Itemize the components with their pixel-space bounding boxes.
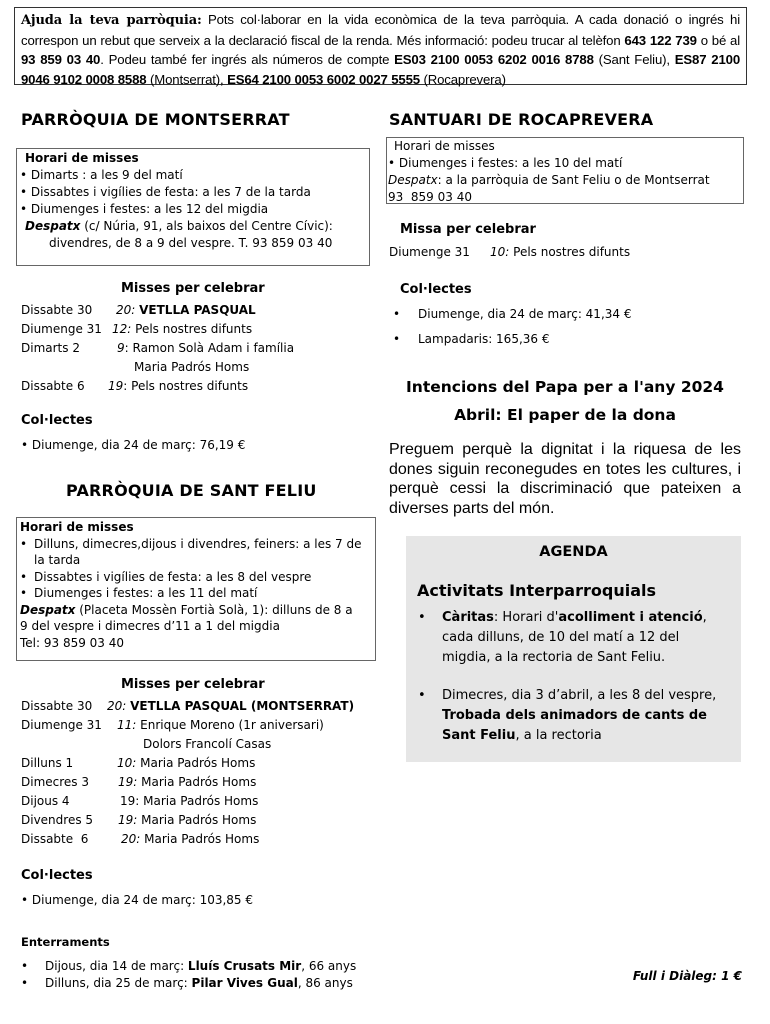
schedule-title: Horari de misses	[20, 520, 134, 534]
burial-item	[21, 975, 356, 992]
bullet-icon: •	[21, 959, 29, 973]
agenda-item-text-part: , a la rectoria	[515, 728, 602, 743]
mass-intention: Maria Padrós Homs	[134, 360, 250, 374]
mass-hour: 12:	[112, 322, 132, 336]
schedule-text: Dilluns, dimecres,dijous i divendres, feiners: a les 7 de	[34, 536, 362, 551]
mass-hour: 10:	[490, 245, 510, 259]
mass-intention: Maria Padrós Homs	[144, 832, 260, 846]
despatx-text: : a la parròquia de Sant Feliu o de Montserrat	[437, 173, 710, 187]
iban-sant-feliu: ES03 2100 0053 6202 0016 8788	[394, 52, 594, 67]
mass-hour: 19:	[118, 775, 138, 789]
burial-item	[21, 958, 356, 975]
mass-day: Dimarts 2	[21, 341, 80, 355]
schedule-item	[20, 585, 375, 602]
collection-item: • Diumenge, dia 24 de març: 103,85 €	[21, 893, 254, 907]
mass-row	[21, 811, 354, 830]
bullet-icon: •	[21, 976, 29, 990]
mass-intention: VETLLA PASQUAL (MONTSERRAT)	[130, 699, 355, 713]
agenda-subtitle: Activitats Interparroquials	[417, 581, 656, 600]
despatx-text: (c/ Núria, 91, als baixos del Centre Cívic):	[80, 219, 333, 233]
banner-text: (Sant Feliu),	[593, 52, 670, 67]
mass-row	[21, 301, 294, 320]
rocaprevera-schedule-box	[386, 137, 744, 204]
schedule-item	[20, 536, 375, 553]
mass-hour: 20:	[107, 699, 127, 713]
banner-text: . Podeu també fer ingrés als números de compte	[100, 52, 395, 67]
mass-row	[389, 243, 630, 262]
schedule-item: • Diumenges i festes: a les 10 del matí	[388, 156, 623, 170]
bullet-icon: •	[20, 569, 28, 584]
bullet-icon: •	[20, 536, 28, 551]
bullet-icon: •	[418, 610, 426, 625]
mass-hour: 20:	[116, 303, 136, 317]
collection-text: Diumenge, dia 24 de març: 41,34 €	[418, 307, 632, 321]
banner-text: (Montserrat),	[146, 71, 228, 87]
mass-row	[21, 339, 294, 358]
banner-text: Pots col·laborar en la vida econòmica de la teva parròquia. A cada donació o ingrés hi correspon un rebut que serveix a la declaració fiscal de la renda. Més informació: podeu trucar al telèfon	[21, 12, 740, 48]
santfeliu-tel: Tel: 93 859 03 40	[20, 635, 125, 650]
mass-day: Dijous 4	[21, 794, 70, 808]
bullet-icon: •	[393, 332, 401, 346]
pope-text: Preguem perquè la dignitat i la riquesa de les dones siguin reconegudes en totes les cultures, i perquè cessi la discriminació que pateixen a diverses parts del món.	[389, 441, 741, 517]
mass-day: Dilluns 1	[21, 756, 74, 770]
despatx-label: Despatx	[20, 602, 76, 617]
mass-intention: Pels nostres difunts	[135, 322, 253, 336]
schedule-title: Horari de misses	[25, 151, 139, 165]
despatx-line	[388, 172, 743, 189]
banner-text: (Rocaprevera)	[419, 71, 506, 87]
burial-date: Dilluns, dia 25 de març:	[45, 976, 192, 990]
banner-phone-1: 643 122 739	[624, 32, 697, 48]
despatx-text: (Placeta Mossèn Fortià Solà, 1): dilluns de 8 a	[75, 602, 353, 617]
santfeliu-title: PARRÒQUIA DE SANT FELIU	[66, 481, 317, 500]
bullet-icon: •	[20, 586, 28, 600]
burial-name: Lluís Crusats Mir	[187, 959, 302, 973]
despatx-line	[20, 218, 369, 235]
montserrat-masses-list	[21, 301, 294, 396]
mass-day: Diumenge 31	[21, 718, 102, 732]
despatx-hours: 9 del vespre i dimecres d’11 a 1 del migdia	[20, 619, 280, 633]
mass-day: Diumenge 31	[389, 245, 470, 259]
mass-day: Dissabte 6	[21, 379, 85, 393]
banner-lead: Ajuda la teva parròquia:	[21, 13, 202, 28]
price-label: Full i Diàleg: 1 €	[632, 969, 742, 983]
santfeliu-schedule-box	[16, 517, 376, 661]
despatx-label: Despatx	[388, 173, 438, 187]
mass-row	[21, 358, 294, 377]
banner-text: o bé al	[696, 32, 741, 48]
mass-intention: Enrique Moreno (1r aniversari)	[140, 718, 324, 732]
burial-age: , 86 anys	[297, 976, 353, 990]
despatx-hours: divendres, de 8 a 9 del vespre. T. 93 859 03 40	[49, 236, 333, 250]
mass-day: Dimecres 3	[21, 775, 89, 789]
mass-row	[21, 773, 354, 792]
montserrat-masses-title: Misses per celebrar	[121, 281, 265, 296]
agenda-box	[406, 536, 741, 762]
montserrat-title: PARRÒQUIA DE MONTSERRAT	[21, 110, 290, 129]
burials-title: Enterraments	[21, 935, 110, 949]
collection-text: Lampadaris: 165,36 €	[418, 332, 550, 346]
mass-day: Divendres 5	[21, 813, 94, 827]
collection-item: • Diumenge, dia 24 de març: 76,19 €	[21, 438, 246, 452]
mass-hour: 19	[108, 379, 124, 393]
iban-rocaprevera: ES64 2100 0053 6002 0027 5555	[227, 71, 420, 87]
santfeliu-collections-title: Col·lectes	[21, 868, 93, 883]
agenda-title: AGENDA	[539, 544, 608, 560]
bullet-icon: •	[393, 307, 401, 321]
agenda-item-text	[442, 686, 727, 746]
mass-hour: 19:	[120, 794, 140, 808]
mass-hour: 10:	[117, 756, 137, 770]
despatx-line	[20, 602, 375, 619]
agenda-item-bold: Càritas	[442, 610, 494, 625]
mass-intention: : Ramon Solà Adam i família	[124, 341, 295, 355]
mass-row	[21, 320, 294, 339]
banner-phone-2: 93 859 03 40	[21, 52, 101, 67]
mass-hour: 20:	[121, 832, 141, 846]
mass-intention: Pels nostres difunts	[513, 245, 631, 259]
bullet-icon: •	[418, 688, 426, 703]
mass-intention: Maria Padrós Homs	[141, 813, 257, 827]
agenda-item	[418, 686, 727, 746]
collection-item	[393, 307, 631, 321]
schedule-text: Diumenges i festes: a les 11 del matí	[34, 586, 258, 600]
agenda-item-text-part: , cada dilluns, de 10 del matí a 12 del migdia, a la rectoria de Sant Feliu.	[442, 610, 707, 665]
santfeliu-masses-title: Misses per celebrar	[121, 677, 265, 692]
burial-age: , 66 anys	[301, 959, 357, 973]
mass-day: Dissabte 6	[21, 832, 89, 846]
burial-name: Pilar Vives Gual	[191, 976, 298, 990]
schedule-item-cont: la tarda	[34, 553, 81, 567]
mass-row	[21, 735, 354, 754]
iban-montserrat: ES87 2100 9046 9102 0008 8588	[21, 52, 741, 87]
mass-intention: Maria Padrós Homs	[141, 775, 257, 789]
mass-hour: 9	[117, 341, 125, 355]
mass-row	[21, 792, 354, 811]
mass-row	[21, 697, 354, 716]
agenda-item-bold: acolliment i atenció	[558, 610, 703, 625]
agenda-item	[418, 608, 727, 668]
mass-intention: Maria Padrós Homs	[140, 756, 256, 770]
montserrat-schedule-box	[16, 148, 370, 266]
despatx-label: Despatx	[25, 219, 81, 233]
pope-subtitle: Abril: El paper de la dona	[454, 406, 676, 424]
rocaprevera-title: SANTUARI DE ROCAPREVERA	[389, 110, 654, 129]
mass-intention: Dolors Francolí Casas	[143, 737, 272, 751]
mass-row	[21, 830, 354, 849]
collection-item	[393, 332, 549, 346]
mass-row	[21, 754, 354, 773]
schedule-item: • Dissabtes i vigílies de festa: a les 7 de la tarda	[20, 185, 311, 199]
mass-hour: 11:	[117, 718, 137, 732]
donation-banner	[14, 7, 747, 85]
schedule-item	[20, 569, 375, 586]
mass-row	[21, 716, 354, 735]
schedule-item: • Dimarts : a les 9 del matí	[20, 168, 183, 182]
burial-date: Dijous, dia 14 de març:	[45, 959, 188, 973]
rocaprevera-phone: 93 859 03 40	[388, 190, 472, 204]
mass-day: Dissabte 30	[21, 303, 93, 317]
burials-list	[21, 958, 356, 992]
agenda-item-text	[442, 608, 727, 668]
mass-day: Dissabte 30	[21, 699, 93, 713]
agenda-item-text-part: Dimecres, dia 3 d’abril, a les 8 del vespre,	[442, 688, 717, 703]
mass-intention: Maria Padrós Homs	[143, 794, 259, 808]
schedule-title: Horari de misses	[394, 139, 495, 153]
schedule-text: Dissabtes i vigílies de festa: a les 8 del vespre	[34, 569, 312, 584]
mass-intention: : Pels nostres difunts	[123, 379, 249, 393]
agenda-item-text-part: : Horari d'	[493, 610, 559, 625]
santfeliu-masses-list	[21, 697, 354, 849]
rocaprevera-collections-title: Col·lectes	[400, 282, 472, 297]
mass-intention: VETLLA PASQUAL	[139, 303, 256, 317]
rocaprevera-masses-title: Missa per celebrar	[400, 222, 536, 237]
montserrat-collections-title: Col·lectes	[21, 413, 93, 428]
mass-day: Diumenge 31	[21, 322, 102, 336]
agenda-item-bold: Trobada dels animadors de cants de Sant Feliu	[442, 708, 708, 743]
pope-title: Intencions del Papa per a l'any 2024	[406, 378, 724, 396]
mass-row	[21, 377, 294, 396]
schedule-item: • Diumenges i festes: a les 12 del migdia	[20, 202, 269, 216]
mass-hour: 19:	[118, 813, 138, 827]
